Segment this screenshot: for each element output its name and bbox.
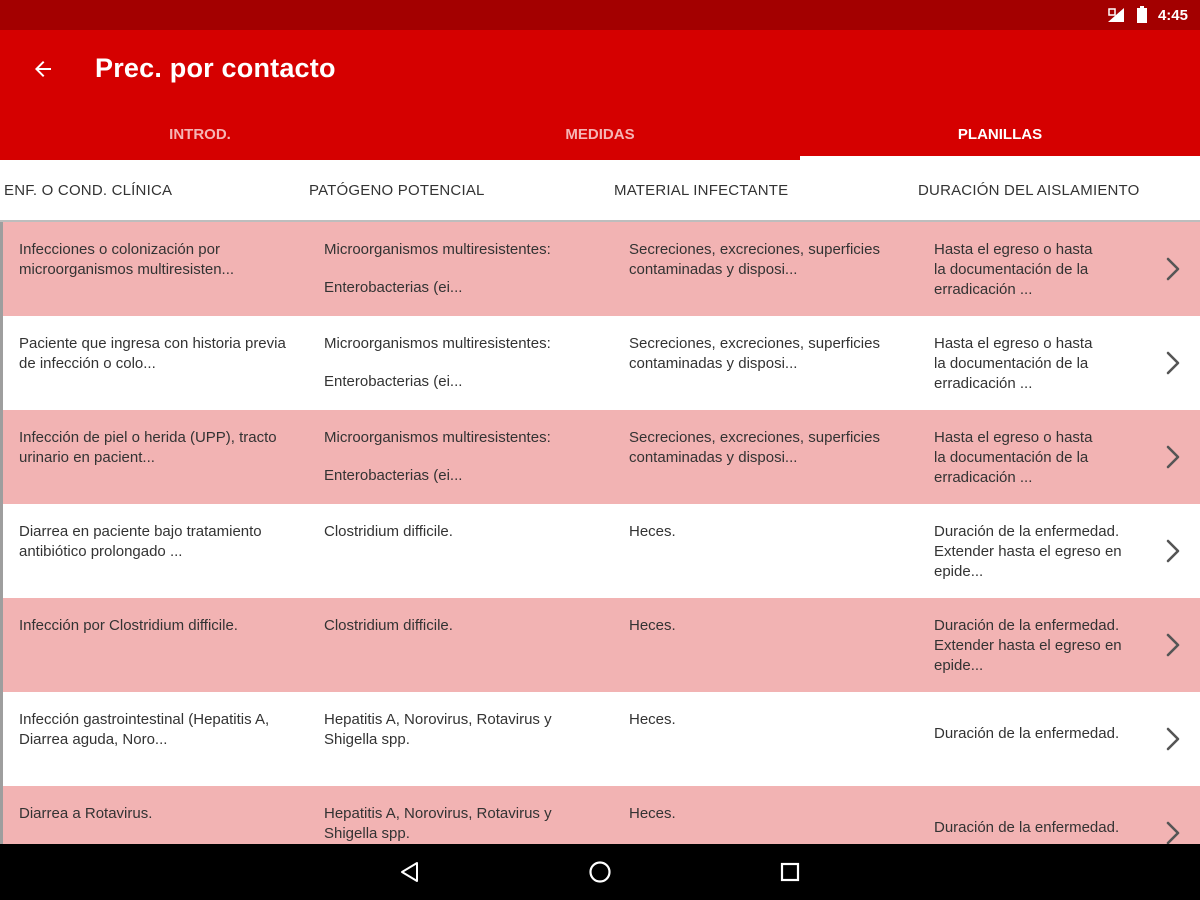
cell-pathogen: [324, 522, 579, 542]
cell-text-line: la documentación de la: [934, 449, 1089, 466]
chevron-right-icon[interactable]: [1162, 725, 1184, 753]
tab-introd[interactable]: INTROD.: [169, 125, 231, 143]
cell-text-line: erradicación ...: [934, 281, 1033, 298]
cell-text-line: Shigella spp.: [324, 731, 410, 748]
cell-text-line: Infección gastrointestinal (Hepatitis A,: [19, 711, 270, 728]
cell-text-line: Heces.: [629, 711, 676, 728]
cell-material: [629, 710, 901, 730]
column-header-condition: ENF. O COND. CLÍNICA: [4, 181, 173, 199]
column-header-pathogen: PATÓGENO POTENCIAL: [309, 181, 485, 199]
table-row[interactable]: [0, 598, 1200, 692]
cell-text-line: Diarrea en paciente bajo tratamiento: [19, 523, 262, 540]
cell-text-line: Microorganismos multiresistentes:: [324, 335, 551, 352]
cell-text-line: erradicación ...: [934, 375, 1033, 392]
tab-bar: [0, 108, 1200, 160]
cell-text-line: Hasta el egreso o hasta: [934, 241, 1093, 258]
cell-duration: [934, 522, 1144, 582]
cell-material: [629, 522, 901, 542]
column-header-duration: DURACIÓN DEL AISLAMIENTO: [918, 181, 1140, 199]
app-bar: [0, 30, 1200, 160]
cell-text-line: Heces.: [629, 617, 676, 634]
cell-text-line: contaminadas y disposi...: [629, 449, 798, 466]
status-icons: [1106, 0, 1188, 30]
battery-icon: [1136, 6, 1148, 24]
cell-condition: [19, 334, 291, 374]
chevron-right-icon[interactable]: [1162, 443, 1184, 471]
nav-back-button[interactable]: [390, 854, 430, 890]
cell-text-line: Duración de la enfermedad.: [934, 617, 1120, 634]
cell-duration: [934, 818, 1144, 838]
cell-text-line: epide...: [934, 563, 984, 580]
cell-text-line: microorganismos multiresisten...: [19, 261, 235, 278]
recents-square-icon: [779, 861, 801, 883]
cell-duration: [934, 616, 1144, 676]
cell-pathogen: [324, 804, 579, 844]
table-row[interactable]: [0, 410, 1200, 504]
cell-text-line: Hepatitis A, Norovirus, Rotavirus y: [324, 805, 552, 822]
cell-pathogen: [324, 710, 579, 750]
navigation-bar: [0, 844, 1200, 900]
arrow-left-icon: [31, 57, 55, 81]
cell-text-line: Enterobacterias (ei...: [324, 467, 463, 484]
chevron-right-icon[interactable]: [1162, 537, 1184, 565]
table-row[interactable]: [0, 692, 1200, 786]
cell-text-line: de infección o colo...: [19, 355, 156, 372]
cell-condition: [19, 710, 291, 750]
cell-text-line: contaminadas y disposi...: [629, 355, 798, 372]
cell-text-line: contaminadas y disposi...: [629, 261, 798, 278]
cell-condition: [19, 522, 291, 562]
cell-text-line: Diarrea a Rotavirus.: [19, 805, 153, 822]
column-header-material: MATERIAL INFECTANTE: [614, 181, 789, 199]
table-header: [0, 160, 1200, 222]
status-time: 4:45: [1157, 6, 1188, 24]
cell-condition: [19, 616, 291, 636]
cell-text-line: Hasta el egreso o hasta: [934, 335, 1093, 352]
tab-medidas[interactable]: MEDIDAS: [565, 125, 635, 143]
table-row[interactable]: [0, 222, 1200, 316]
cell-text-line: Secreciones, excreciones, superficies: [629, 429, 880, 446]
cell-text-line: la documentación de la: [934, 355, 1089, 372]
cell-text-line: Microorganismos multiresistentes:: [324, 429, 551, 446]
cell-pathogen: [324, 616, 579, 636]
cell-text-line: Secreciones, excreciones, superficies: [629, 241, 880, 258]
cell-pathogen: [324, 334, 579, 392]
signal-icon: [1106, 6, 1126, 24]
cell-pathogen: [324, 240, 579, 298]
cell-material: [629, 240, 901, 280]
cell-text-line: Hepatitis A, Norovirus, Rotavirus y: [324, 711, 552, 728]
cell-text-line: Duración de la enfermedad.: [934, 819, 1120, 836]
cell-text-line: la documentación de la: [934, 261, 1089, 278]
cell-duration: [934, 428, 1144, 488]
table-row[interactable]: [0, 316, 1200, 410]
status-bar: [0, 0, 1200, 30]
cell-text-line: urinario en pacient...: [19, 449, 155, 466]
cell-text-line: Shigella spp.: [324, 825, 410, 842]
cell-material: [629, 804, 901, 824]
cell-duration: [934, 334, 1144, 394]
cell-text-line: Secreciones, excreciones, superficies: [629, 335, 880, 352]
back-triangle-icon: [399, 861, 421, 883]
chevron-right-icon[interactable]: [1162, 631, 1184, 659]
cell-duration: [934, 724, 1144, 744]
table-row[interactable]: [0, 504, 1200, 598]
table-body: [0, 222, 1200, 844]
nav-recents-button[interactable]: [770, 854, 810, 890]
cell-text-line: Extender hasta el egreso en: [934, 637, 1122, 654]
cell-text-line: Heces.: [629, 805, 676, 822]
cell-text-line: Clostridium difficile.: [324, 617, 453, 634]
cell-text-line: Enterobacterias (ei...: [324, 279, 463, 296]
tab-planillas[interactable]: PLANILLAS: [800, 108, 1200, 160]
cell-text-line: antibiótico prolongado ...: [19, 543, 183, 560]
cell-duration: [934, 240, 1144, 300]
cell-text-line: Heces.: [629, 523, 676, 540]
cell-text-line: Clostridium difficile.: [324, 523, 453, 540]
table-row[interactable]: [0, 786, 1200, 844]
cell-spacer: [324, 354, 579, 372]
cell-text-line: Enterobacterias (ei...: [324, 373, 463, 390]
cell-text-line: Hasta el egreso o hasta: [934, 429, 1093, 446]
cell-text-line: Microorganismos multiresistentes:: [324, 241, 551, 258]
cell-material: [629, 616, 901, 636]
chevron-right-icon[interactable]: [1162, 255, 1184, 283]
cell-text-line: Paciente que ingresa con historia previa: [19, 335, 286, 352]
cell-text-line: Duración de la enfermedad.: [934, 523, 1120, 540]
cell-text-line: epide...: [934, 657, 984, 674]
cell-condition: [19, 428, 291, 468]
chevron-right-icon[interactable]: [1162, 349, 1184, 377]
cell-condition: [19, 804, 291, 824]
cell-text-line: erradicación ...: [934, 469, 1033, 486]
nav-home-button[interactable]: [580, 854, 620, 890]
cell-pathogen: [324, 428, 579, 486]
cell-text-line: Duración de la enfermedad.: [934, 725, 1120, 742]
page-title: Prec. por contacto: [95, 53, 336, 83]
cell-text-line: Infección de piel o herida (UPP), tracto: [19, 429, 277, 446]
cell-spacer: [324, 260, 579, 278]
cell-text-line: Extender hasta el egreso en: [934, 543, 1122, 560]
cell-condition: [19, 240, 291, 280]
back-button[interactable]: [22, 48, 64, 90]
cell-material: [629, 334, 901, 374]
cell-material: [629, 428, 901, 468]
chevron-right-icon[interactable]: [1162, 819, 1184, 844]
cell-text-line: Diarrea aguda, Noro...: [19, 731, 168, 748]
cell-text-line: Infección por Clostridium difficile.: [19, 617, 238, 634]
cell-spacer: [324, 448, 579, 466]
home-circle-icon: [588, 860, 612, 884]
cell-text-line: Infecciones o colonización por: [19, 241, 220, 258]
